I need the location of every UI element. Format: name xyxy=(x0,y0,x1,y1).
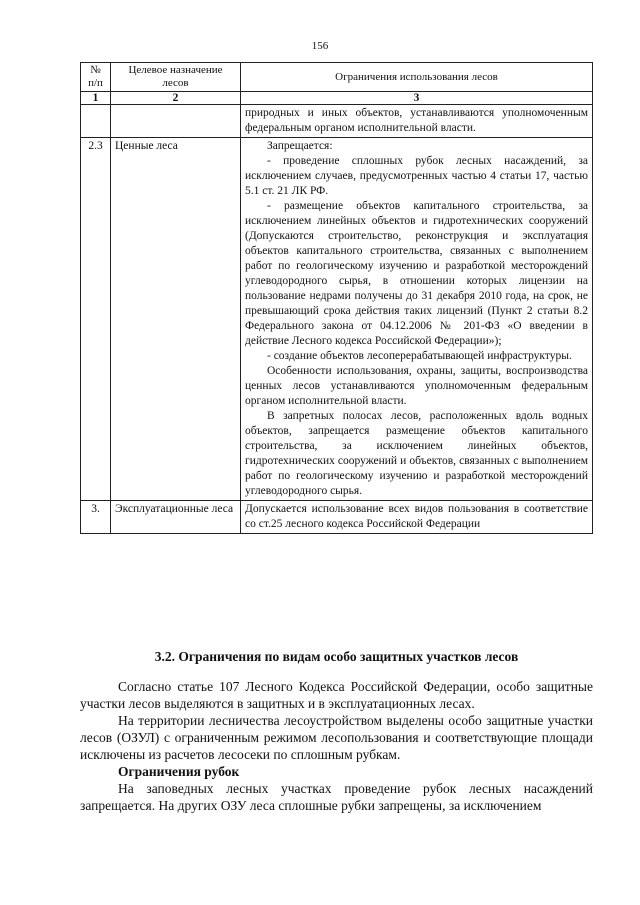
col-number-1: 1 xyxy=(81,92,111,105)
col-number-3: 3 xyxy=(241,92,593,105)
restriction-paragraph: - проведение сплошных рубок лесных насаждений, за исключением случаев, предусмотренных частью 4 статьи 17, частью 5.1 ст. 21 ЛК РФ. xyxy=(245,155,588,197)
row-purpose: Ценные леса xyxy=(111,138,241,501)
row-restrictions xyxy=(241,138,593,501)
restriction-paragraph: В запретных полосах лесов, расположенных вдоль водных объектов, запрещается размещение объектов капитального строительства, за исключением линейных объектов, гидротехнических сооружений и объектов, связанных с выполнением работ по геологическому изучению и разработкой месторождений углеводородного сырья. xyxy=(245,410,588,497)
row-purpose xyxy=(111,105,241,138)
body-paragraph: Согласно статье 107 Лесного Кодекса Российской Федерации, особо защитные участки лесов выделяются в защитных и в эксплуатационных лесах. xyxy=(80,679,593,711)
section-body xyxy=(80,648,593,814)
restriction-paragraph: - размещение объектов капитального строительства, за исключением линейных объектов и гидротехнических сооружений (Допускаются строительство, реконструкция и эксплуатация объектов капитального строительства, связанных с выполнением работ по геологическому изучению и разработкой месторождений углеводородного сырья, в отношении которых лицензии на пользование недрами получены до 31 декабря 2010 года, на срок, не превышающий срока действия таких лицензий (Пункт 2 статьи 8.2 Федерального закона от 04.12.2006 № 201-ФЗ «О введении в действие Лесного кодекса Российской Федерации»); xyxy=(245,200,588,347)
page-number: 156 xyxy=(311,40,329,52)
body-paragraph: На территории лесничества лесоустройством выделены особо защитные участки лесов (ОЗУЛ) с ограниченным режимом лесопользования и соответствующие площади исключены из расчетов лесосеки по сплошным рубкам. xyxy=(80,713,593,762)
header-restrictions: Ограничения использования лесов xyxy=(241,63,593,92)
restriction-paragraph: природных и иных объектов, устанавливаются уполномоченным федеральным органом исполнительной власти. xyxy=(245,107,588,134)
table-row xyxy=(81,105,593,138)
row-restrictions xyxy=(241,105,593,138)
column-number-row xyxy=(81,92,593,105)
row-restrictions xyxy=(241,501,593,534)
row-num: 3. xyxy=(81,501,111,534)
subheading: Ограничения рубок xyxy=(118,764,240,779)
restriction-paragraph: Запрещается: xyxy=(267,140,333,152)
row-num xyxy=(81,105,111,138)
header-num: № п/п xyxy=(81,63,111,92)
header-purpose: Целевое назначение лесов xyxy=(111,63,241,92)
body-paragraph: На заповедных лесных участках проведение рубок лесных насаждений запрещается. На других ОЗУ леса сплошные рубки запрещены, за исключением xyxy=(80,781,593,813)
table-row xyxy=(81,501,593,534)
row-purpose: Эксплуатационные леса xyxy=(111,501,241,534)
restriction-paragraph: Допускается использование всех видов пользования в соответствие со ст.25 лесного кодекса Российской Федерации xyxy=(245,503,588,530)
row-num: 2.3 xyxy=(81,138,111,501)
restriction-paragraph: - создание объектов лесоперерабатывающей инфраструктуры. xyxy=(267,350,572,362)
col-number-2: 2 xyxy=(111,92,241,105)
table-header-row xyxy=(81,63,593,92)
restrictions-table xyxy=(80,62,593,534)
restriction-paragraph: Особенности использования, охраны, защиты, воспроизводства ценных лесов устанавливаются уполномоченным федеральным органом исполнительной власти. xyxy=(245,365,588,407)
table-row xyxy=(81,138,593,501)
section-heading: 3.2. Ограничения по видам особо защитных участков лесов xyxy=(154,649,519,664)
